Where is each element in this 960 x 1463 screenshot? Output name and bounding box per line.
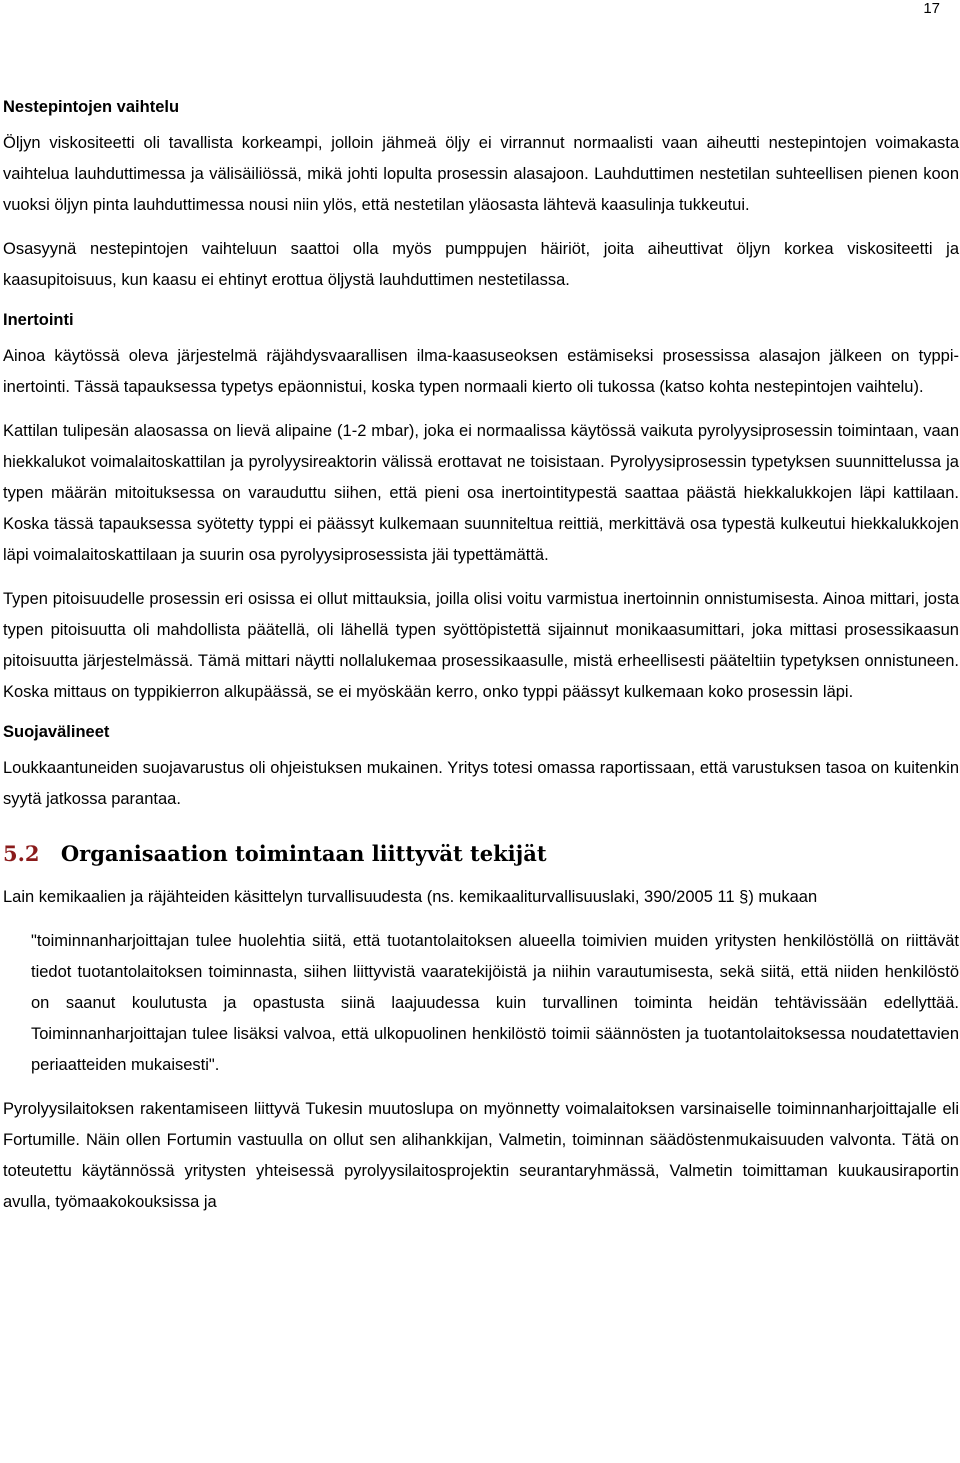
paragraph: Loukkaantuneiden suojavarustus oli ohjeistuksen mukainen. Yritys totesi omassa raportissaan, että varustuksen tasoa on kuitenkin syytä jatkossa parantaa. <box>3 759 959 808</box>
section-heading-inertointi: Inertointi <box>3 311 74 329</box>
paragraph: Typen pitoisuudelle prosessin eri osissa ei ollut mittauksia, joilla olisi voitu varmistua inertoinnin onnistumisesta. Ainoa mittari, josta typen pitoisuutta oli mahdollista päätellä, oli lähellä typen syöttöpistettä sijainnut monikaasumittari, joka mittasi prosessikaasun pitoisuutta järjestelmässä. Tämä mittari näytti nollalukemaa prosessikaasulle, mistä erheellisesti pääteltiin typetyksen onnistuneen. Koska mittaus on typpikierron alkupäässä, se ei myöskään kerro, onko typpi päässyt kulkemaan koko prosessin läpi. <box>3 590 959 701</box>
document-body <box>3 96 959 1231</box>
paragraph: Pyrolyysilaitoksen rakentamiseen liittyvä Tukesin muutoslupa on myönnetty voimalaitoksen varsinaiselle toiminnanharjoittajalle eli Fortumille. Näin ollen Fortumin vastuulla on ollut sen alihankkijan, Valmetin, toiminnan säädöstenmukaisuuden valvonta. Tätä on toteutettu käytännössä yritysten yhteisessä pyrolyysilaitosprojektin seurantaryhmässä, Valmetin toimittaman kuukausiraportin avulla, työmaakokouksissa ja <box>3 1100 959 1211</box>
paragraph: Kattilan tulipesän alaosassa on lievä alipaine (1-2 mbar), joka ei normaalissa käytössä vaikuta pyrolyysiprosessin toimintaan, vaan hiekkalukot voimalaitoskattilan ja pyrolyysireaktorin välissä erottavat ne toisistaan. Pyrolyysiprosessin typetyksen suunnittelussa ja typen määrän mitoituksessa on varauduttu siihen, että pieni osa inertointitypestä saattaa päästä hiekkalukkojen läpi kattilaan. Koska tässä tapauksessa syötetty typpi ei päässyt kulkemaan suunniteltua reittiä, merkittävä osa typestä kulkeutui hiekkalukkojen läpi voimalaitoskattilaan ja suurin osa pyrolyysiprosessista jäi typettämättä. <box>3 422 959 564</box>
paragraph: Öljyn viskositeetti oli tavallista korkeampi, jolloin jähmeä öljy ei virrannut normaalisti vaan aiheutti nestepintojen voimakasta vaihtelua lauhduttimessa ja välisäiliössä, mikä johti lopulta prosessin alasajoon. Lauhduttimen nestetilan suhteellisen pienen koon vuoksi öljyn pinta lauhduttimessa nousi niin ylös, että nestetilan yläosasta lähtevä kaasulinja tukkeutui. <box>3 134 959 214</box>
section-heading-suojavalineet: Suojavälineet <box>3 723 110 741</box>
chapter-heading <box>3 841 959 866</box>
law-quote: "toiminnanharjoittajan tulee huolehtia siitä, että tuotantolaitoksen alueella toimivien muiden yritysten henkilöstöllä on riittävät tiedot tuotantolaitoksen toiminnasta, siihen liittyvistä vaaratekijöistä ja niihin varautumisesta, sekä siitä, että niiden henkilöstö on saanut koulutusta ja opastusta siinä laajuudessa kuin turvallinen toiminta heidän tehtävissään edellyttää. Toiminnanharjoittajan tulee lisäksi valvoa, että ulkopuolinen henkilöstö toimii säännösten ja tuotantolaitoksessa noudatettavien periaatteiden mukaisesti". <box>31 932 959 1074</box>
chapter-number: 5.2 <box>3 841 40 866</box>
paragraph: Osasyynä nestepintojen vaihteluun saattoi olla myös pumppujen häiriöt, joita aiheuttivat öljyn korkea viskositeetti ja kaasupitoisuus, kun kaasu ei ehtinyt erottua öljystä lauhduttimen nestetilassa. <box>3 240 959 289</box>
paragraph: Lain kemikaalien ja räjähteiden käsittelyn turvallisuudesta (ns. kemikaaliturvallisuuslaki, 390/2005 11 §) mukaan <box>3 888 818 906</box>
page-number: 17 <box>923 0 940 17</box>
paragraph: Ainoa käytössä oleva järjestelmä räjähdysvaarallisen ilma-kaasuseoksen estämiseksi prosessissa alasajon jälkeen on typpi-inertointi. Tässä tapauksessa typetys epäonnistui, koska typen normaali kierto oli tukossa (katso kohta nestepintojen vaihtelu). <box>3 347 959 396</box>
section-heading-nestepinnat: Nestepintojen vaihtelu <box>3 98 180 116</box>
chapter-title: Organisaation toimintaan liittyvät tekijät <box>60 841 547 866</box>
